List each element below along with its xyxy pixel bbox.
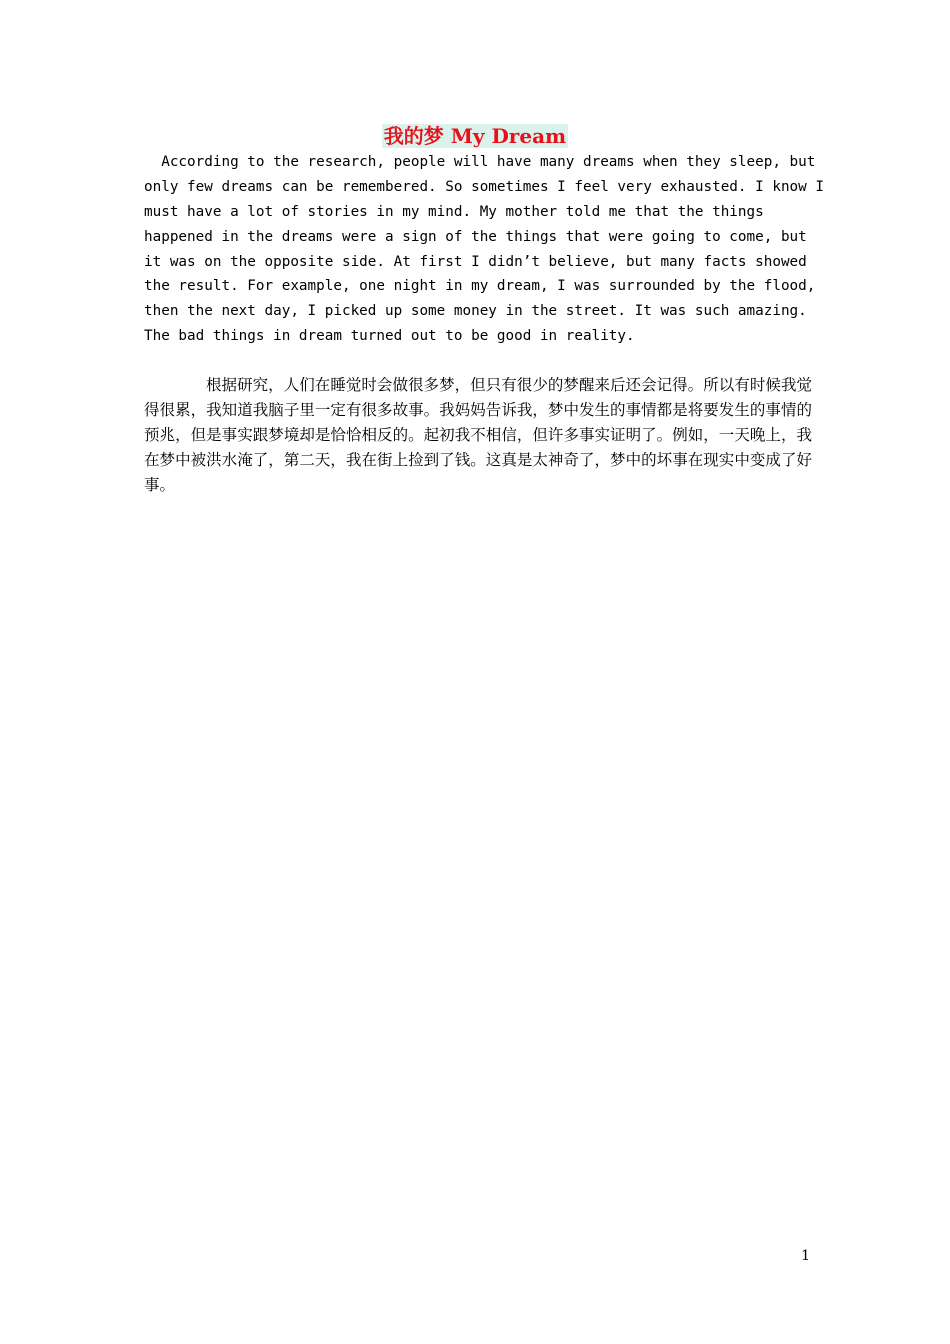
title-text: 我的梦 My Dream — [383, 124, 567, 148]
english-line: it was on the opposite side. At first I didn’t believe, but many facts showed — [144, 253, 807, 270]
english-line: The bad things in dream turned out to be good in reality. — [144, 328, 635, 345]
english-line: According to the research, people will have many dreams when they sleep, but — [144, 154, 816, 170]
english-line: must have a lot of stories in my mind. My mother told me that the things — [144, 203, 764, 220]
document-title — [0, 123, 950, 149]
english-line: the result. For example, one night in my dream, I was surrounded by the flood, — [144, 278, 816, 295]
english-paragraph — [144, 150, 824, 349]
english-line: only few dreams can be remembered. So sometimes I feel very exhausted. I know I — [144, 178, 824, 195]
page-number: 1 — [801, 1248, 810, 1264]
english-line: then the next day, I picked up some money in the street. It was such amazing. — [144, 303, 807, 320]
english-line: happened in the dreams were a sign of the things that were going to come, but — [144, 228, 807, 245]
chinese-paragraph: 根据研究，人们在睡觉时会做很多梦，但只有很少的梦醒来后还会记得。所以有时候我觉得很累，我知道我脑子里一定有很多故事。我妈妈告诉我，梦中发生的事情都是将要发生的事情的预兆，但是事实跟梦境却是恰恰相反的。起初我不相信，但许多事实证明了。例如，一天晚上，我在梦中被洪水淹了，第二天，我在街上捡到了钱。这真是太神奇了，梦中的坏事在现实中变成了好事。 — [144, 376, 812, 494]
